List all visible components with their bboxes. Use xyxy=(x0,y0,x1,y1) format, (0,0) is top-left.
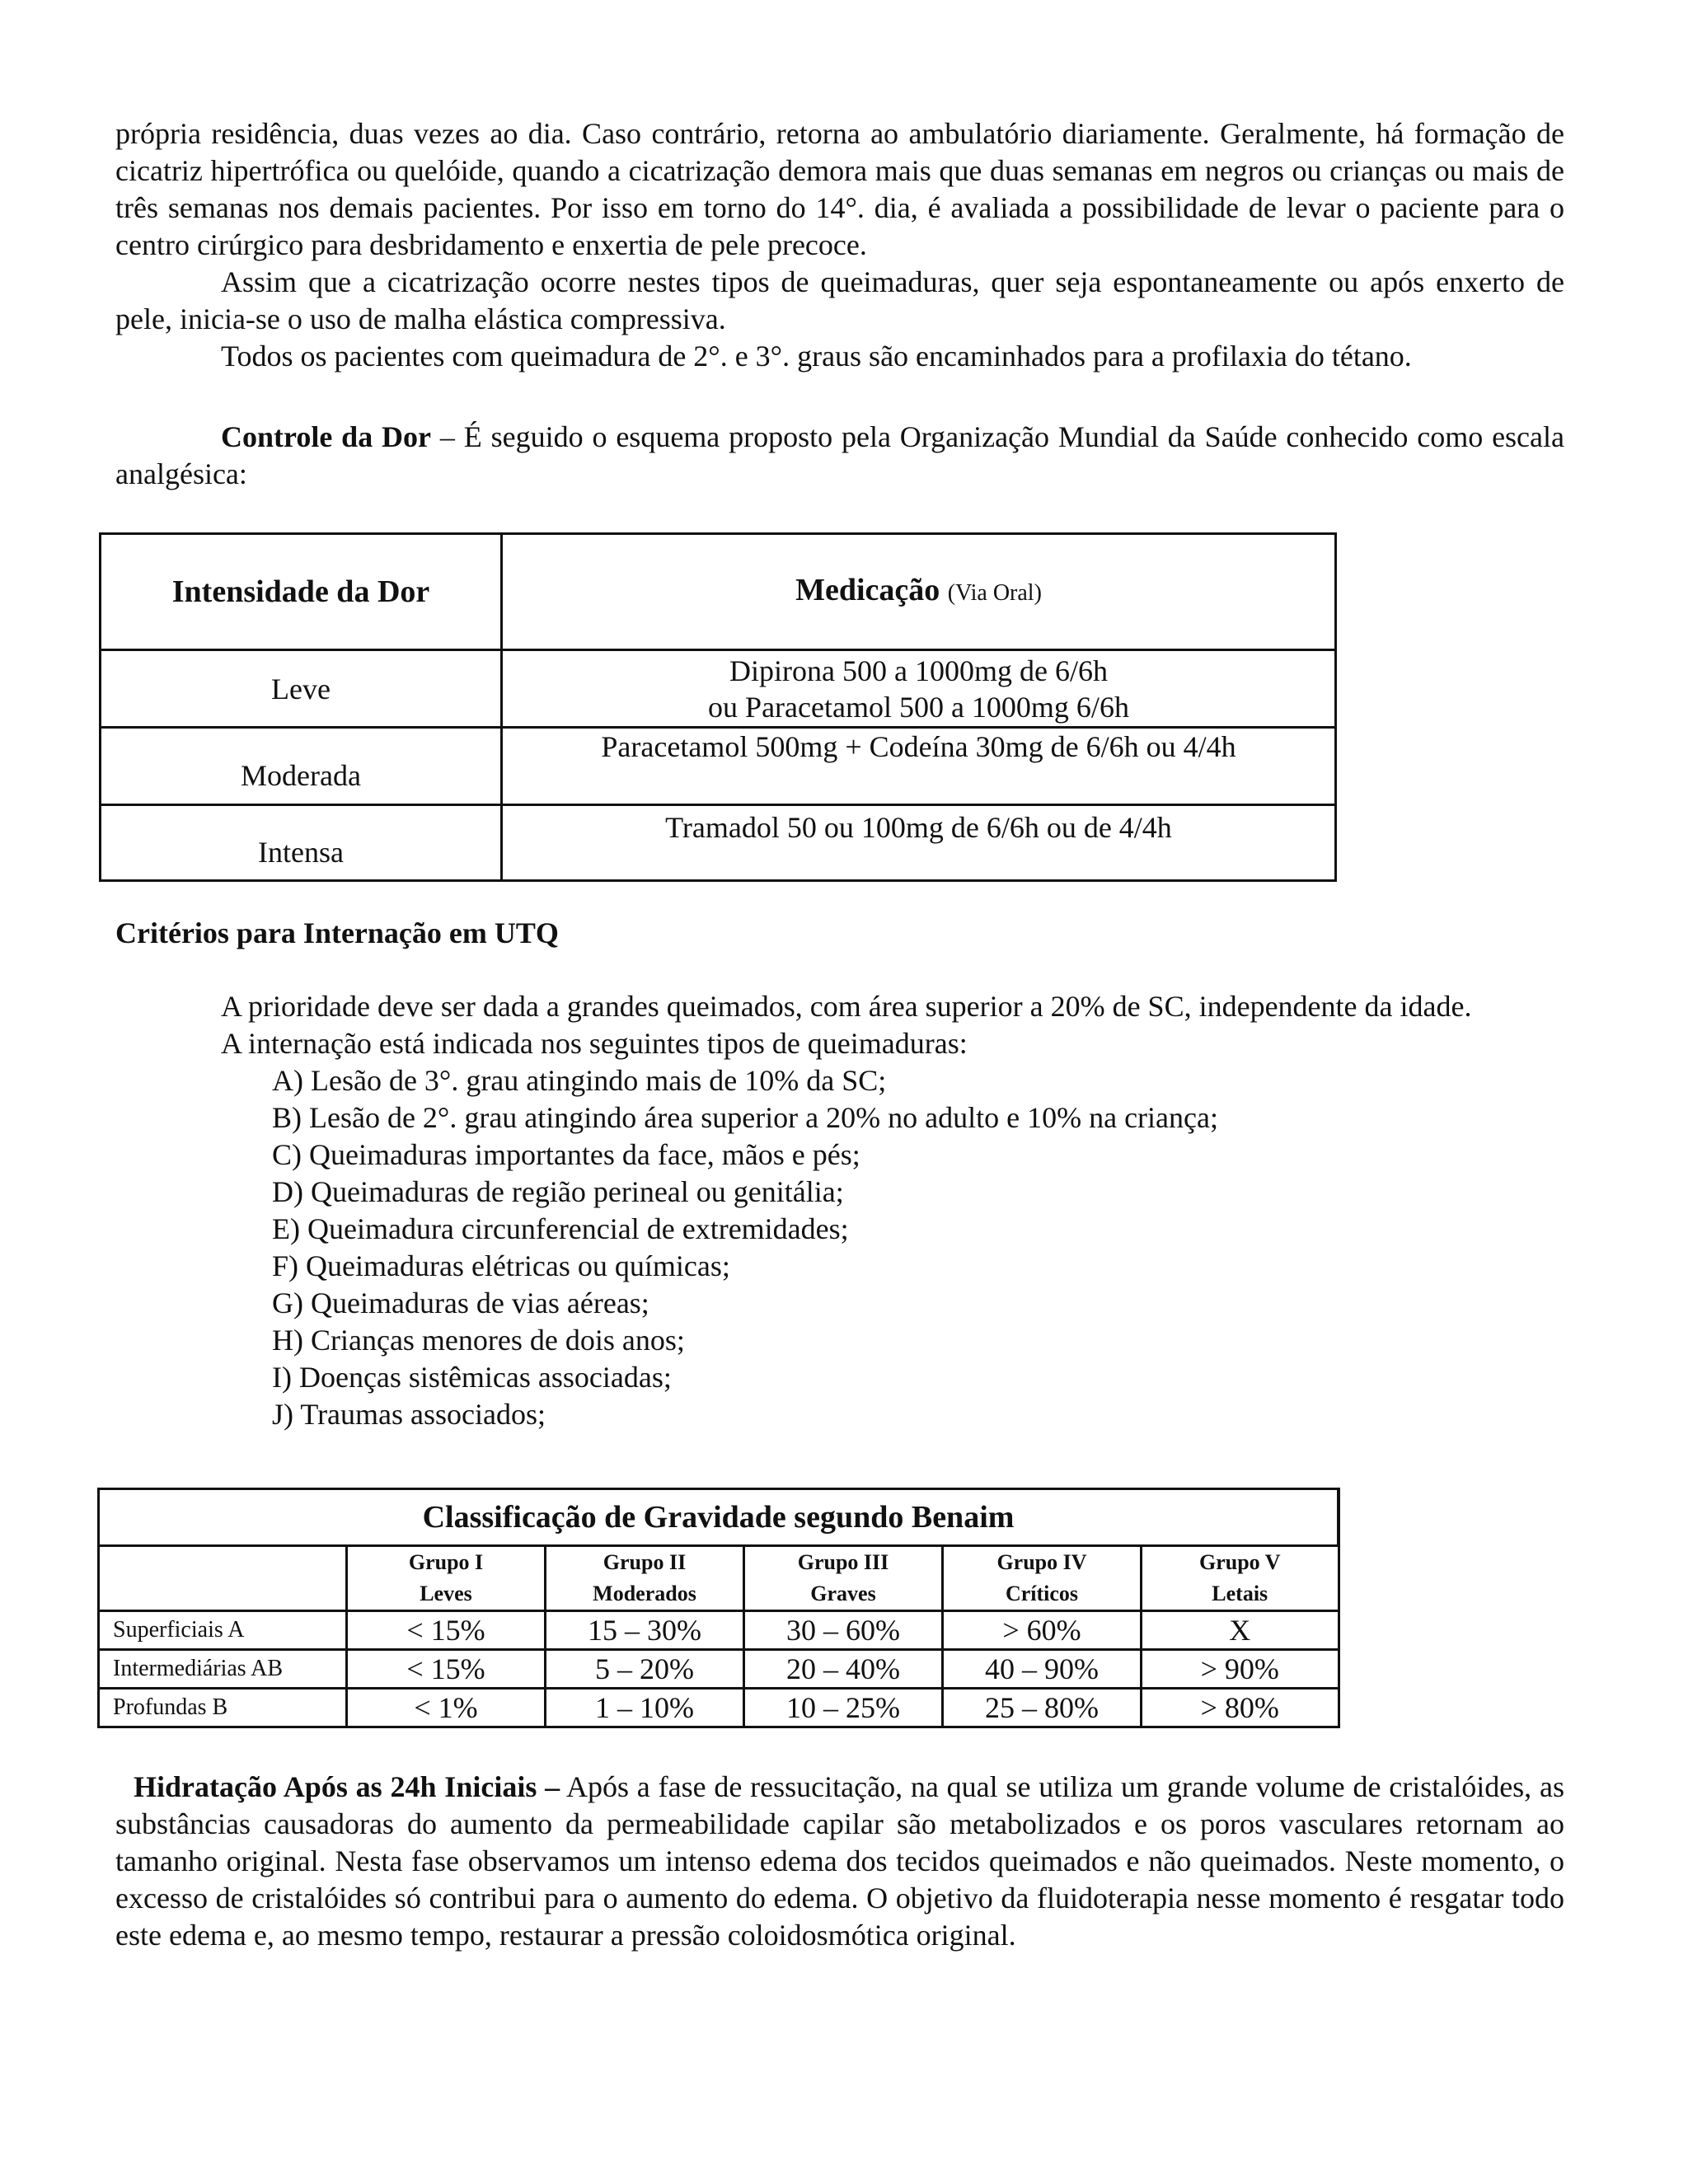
pain-intensity-cell: Leve xyxy=(101,650,502,728)
list-item: A) Lesão de 3°. grau atingindo mais de 10% da SC; xyxy=(272,1064,887,1097)
table-cell: > 60% xyxy=(943,1611,1142,1650)
table-row xyxy=(99,1611,1339,1650)
benaim-severity-table xyxy=(97,1488,1340,1728)
list-item: E) Queimadura circunferencial de extremidades; xyxy=(272,1212,849,1245)
table-cell: < 1% xyxy=(347,1689,546,1727)
row-label: Superficiais A xyxy=(99,1611,347,1650)
table-cell: 1 – 10% xyxy=(546,1689,744,1727)
hydration-paragraph xyxy=(115,1769,1564,1954)
list-item: H) Crianças menores de dois anos; xyxy=(272,1324,685,1357)
medication-cell: Tramadol 50 ou 100mg de 6/6h ou de 4/4h xyxy=(502,805,1336,881)
table-row xyxy=(99,1689,1339,1727)
table-cell: 10 – 25% xyxy=(744,1689,943,1727)
benaim-empty-header xyxy=(99,1546,347,1611)
medication-header: Medicação (Via Oral) xyxy=(502,534,1336,650)
table-cell: > 90% xyxy=(1142,1650,1339,1689)
group-header-5: Grupo V Letais xyxy=(1142,1546,1339,1611)
benaim-group-header-row xyxy=(99,1546,1339,1611)
criteria-section xyxy=(115,915,1564,1433)
table-cell: < 15% xyxy=(347,1611,546,1650)
criteria-paragraph-1: A prioridade deve ser dada a grandes queimados, com área superior a 20% de SC, independente da idade. xyxy=(221,990,1472,1023)
list-item: J) Traumas associados; xyxy=(272,1398,546,1431)
list-item: I) Doenças sistêmicas associadas; xyxy=(272,1361,672,1394)
pain-control-paragraph xyxy=(115,419,1564,493)
list-item: B) Lesão de 2°. grau atingindo área superior a 20% no adulto e 10% na criança; xyxy=(272,1101,1218,1134)
list-item: C) Queimaduras importantes da face, mãos e pés; xyxy=(272,1138,860,1171)
group-header-4: Grupo IV Críticos xyxy=(943,1546,1142,1611)
criteria-list xyxy=(115,1062,1564,1433)
medication-cell: Dipirona 500 a 1000mg de 6/6h ou Paracetamol 500 a 1000mg 6/6h xyxy=(502,650,1336,728)
intro-section xyxy=(115,115,1564,375)
hydration-heading: Hidratação Após as 24h Iniciais – xyxy=(134,1770,560,1803)
row-label: Profundas B xyxy=(99,1689,347,1727)
intro-paragraph-1: própria residência, duas vezes ao dia. Caso contrário, retorna ao ambulatório diariamente. Geralmente, há formação de cicatriz hipertrófica ou quelóide, quando a cicatrização demora mais que duas semanas em negros ou crianças ou mais de três semanas nos demais pacientes. Por isso em torno do 14°. dia, é avaliada a possibilidade de levar o paciente para o centro cirúrgico para desbridamento e enxertia de pele precoce. xyxy=(115,117,1564,261)
table-row xyxy=(101,728,1336,805)
table-row xyxy=(101,650,1336,728)
group-header-1: Grupo I Leves xyxy=(347,1546,546,1611)
table-cell: 30 – 60% xyxy=(744,1611,943,1650)
medication-cell: Paracetamol 500mg + Codeína 30mg de 6/6h ou 4/4h xyxy=(502,728,1336,805)
group-header-2: Grupo II Moderados xyxy=(546,1546,744,1611)
table-cell: 15 – 30% xyxy=(546,1611,744,1650)
pain-control-heading: Controle da Dor xyxy=(221,420,432,453)
medication-header-note: (Via Oral) xyxy=(947,580,1042,606)
list-item: F) Queimaduras elétricas ou químicas; xyxy=(272,1249,730,1282)
benaim-title: Classificação de Gravidade segundo Benaim xyxy=(99,1489,1339,1546)
table-cell: X xyxy=(1142,1611,1339,1650)
intro-paragraph-3: Todos os pacientes com queimadura de 2°. e 3°. graus são encaminhados para a profilaxia do tétano. xyxy=(221,340,1412,373)
pain-medication-table xyxy=(99,532,1337,882)
table-row xyxy=(99,1650,1339,1689)
pain-intensity-header: Intensidade da Dor xyxy=(101,534,502,650)
group-header-3: Grupo III Graves xyxy=(744,1546,943,1611)
list-item: D) Queimaduras de região perineal ou genitália; xyxy=(272,1175,844,1208)
table-cell: 25 – 80% xyxy=(943,1689,1142,1727)
pain-control-section xyxy=(115,419,1564,493)
pain-control-text: – É seguido o esquema proposto pela Organização Mundial da Saúde conhecido como escala analgésica: xyxy=(115,420,1564,490)
criteria-heading: Critérios para Internação em UTQ xyxy=(115,916,559,949)
row-label: Intermediárias AB xyxy=(99,1650,347,1689)
list-item: G) Queimaduras de vias aéreas; xyxy=(272,1286,649,1319)
table-cell: 40 – 90% xyxy=(943,1650,1142,1689)
criteria-paragraph-2: A internação está indicada nos seguintes tipos de queimaduras: xyxy=(221,1027,968,1060)
table-cell: > 80% xyxy=(1142,1689,1339,1727)
pain-table-header-row xyxy=(101,534,1336,650)
intro-paragraph-2: Assim que a cicatrização ocorre nestes tipos de queimaduras, quer seja espontaneamente ou após enxerto de pele, inicia-se o uso de malha elástica compressiva. xyxy=(115,265,1564,335)
hydration-text: Após a fase de ressucitação, na qual se utiliza um grande volume de cristalóides, as substâncias causadoras do aumento da permeabilidade capilar são metabolizados e os poros vasculares retornam ao tamanho original. Nesta fase observamos um intenso edema dos tecidos queimados e não queimados. Neste momento, o excesso de cristalóides só contribui para o aumento do edema. O objetivo da fluidoterapia nesse momento é resgatar todo este edema e, ao mesmo tempo, restaurar a pressão coloidosmótica original. xyxy=(115,1770,1564,1952)
table-row xyxy=(101,805,1336,881)
pain-intensity-cell: Moderada xyxy=(101,728,502,805)
benaim-title-row xyxy=(99,1489,1339,1546)
pain-intensity-cell: Intensa xyxy=(101,805,502,881)
hydration-section xyxy=(115,1769,1564,1954)
table-cell: 5 – 20% xyxy=(546,1650,744,1689)
table-cell: 20 – 40% xyxy=(744,1650,943,1689)
table-cell: < 15% xyxy=(347,1650,546,1689)
